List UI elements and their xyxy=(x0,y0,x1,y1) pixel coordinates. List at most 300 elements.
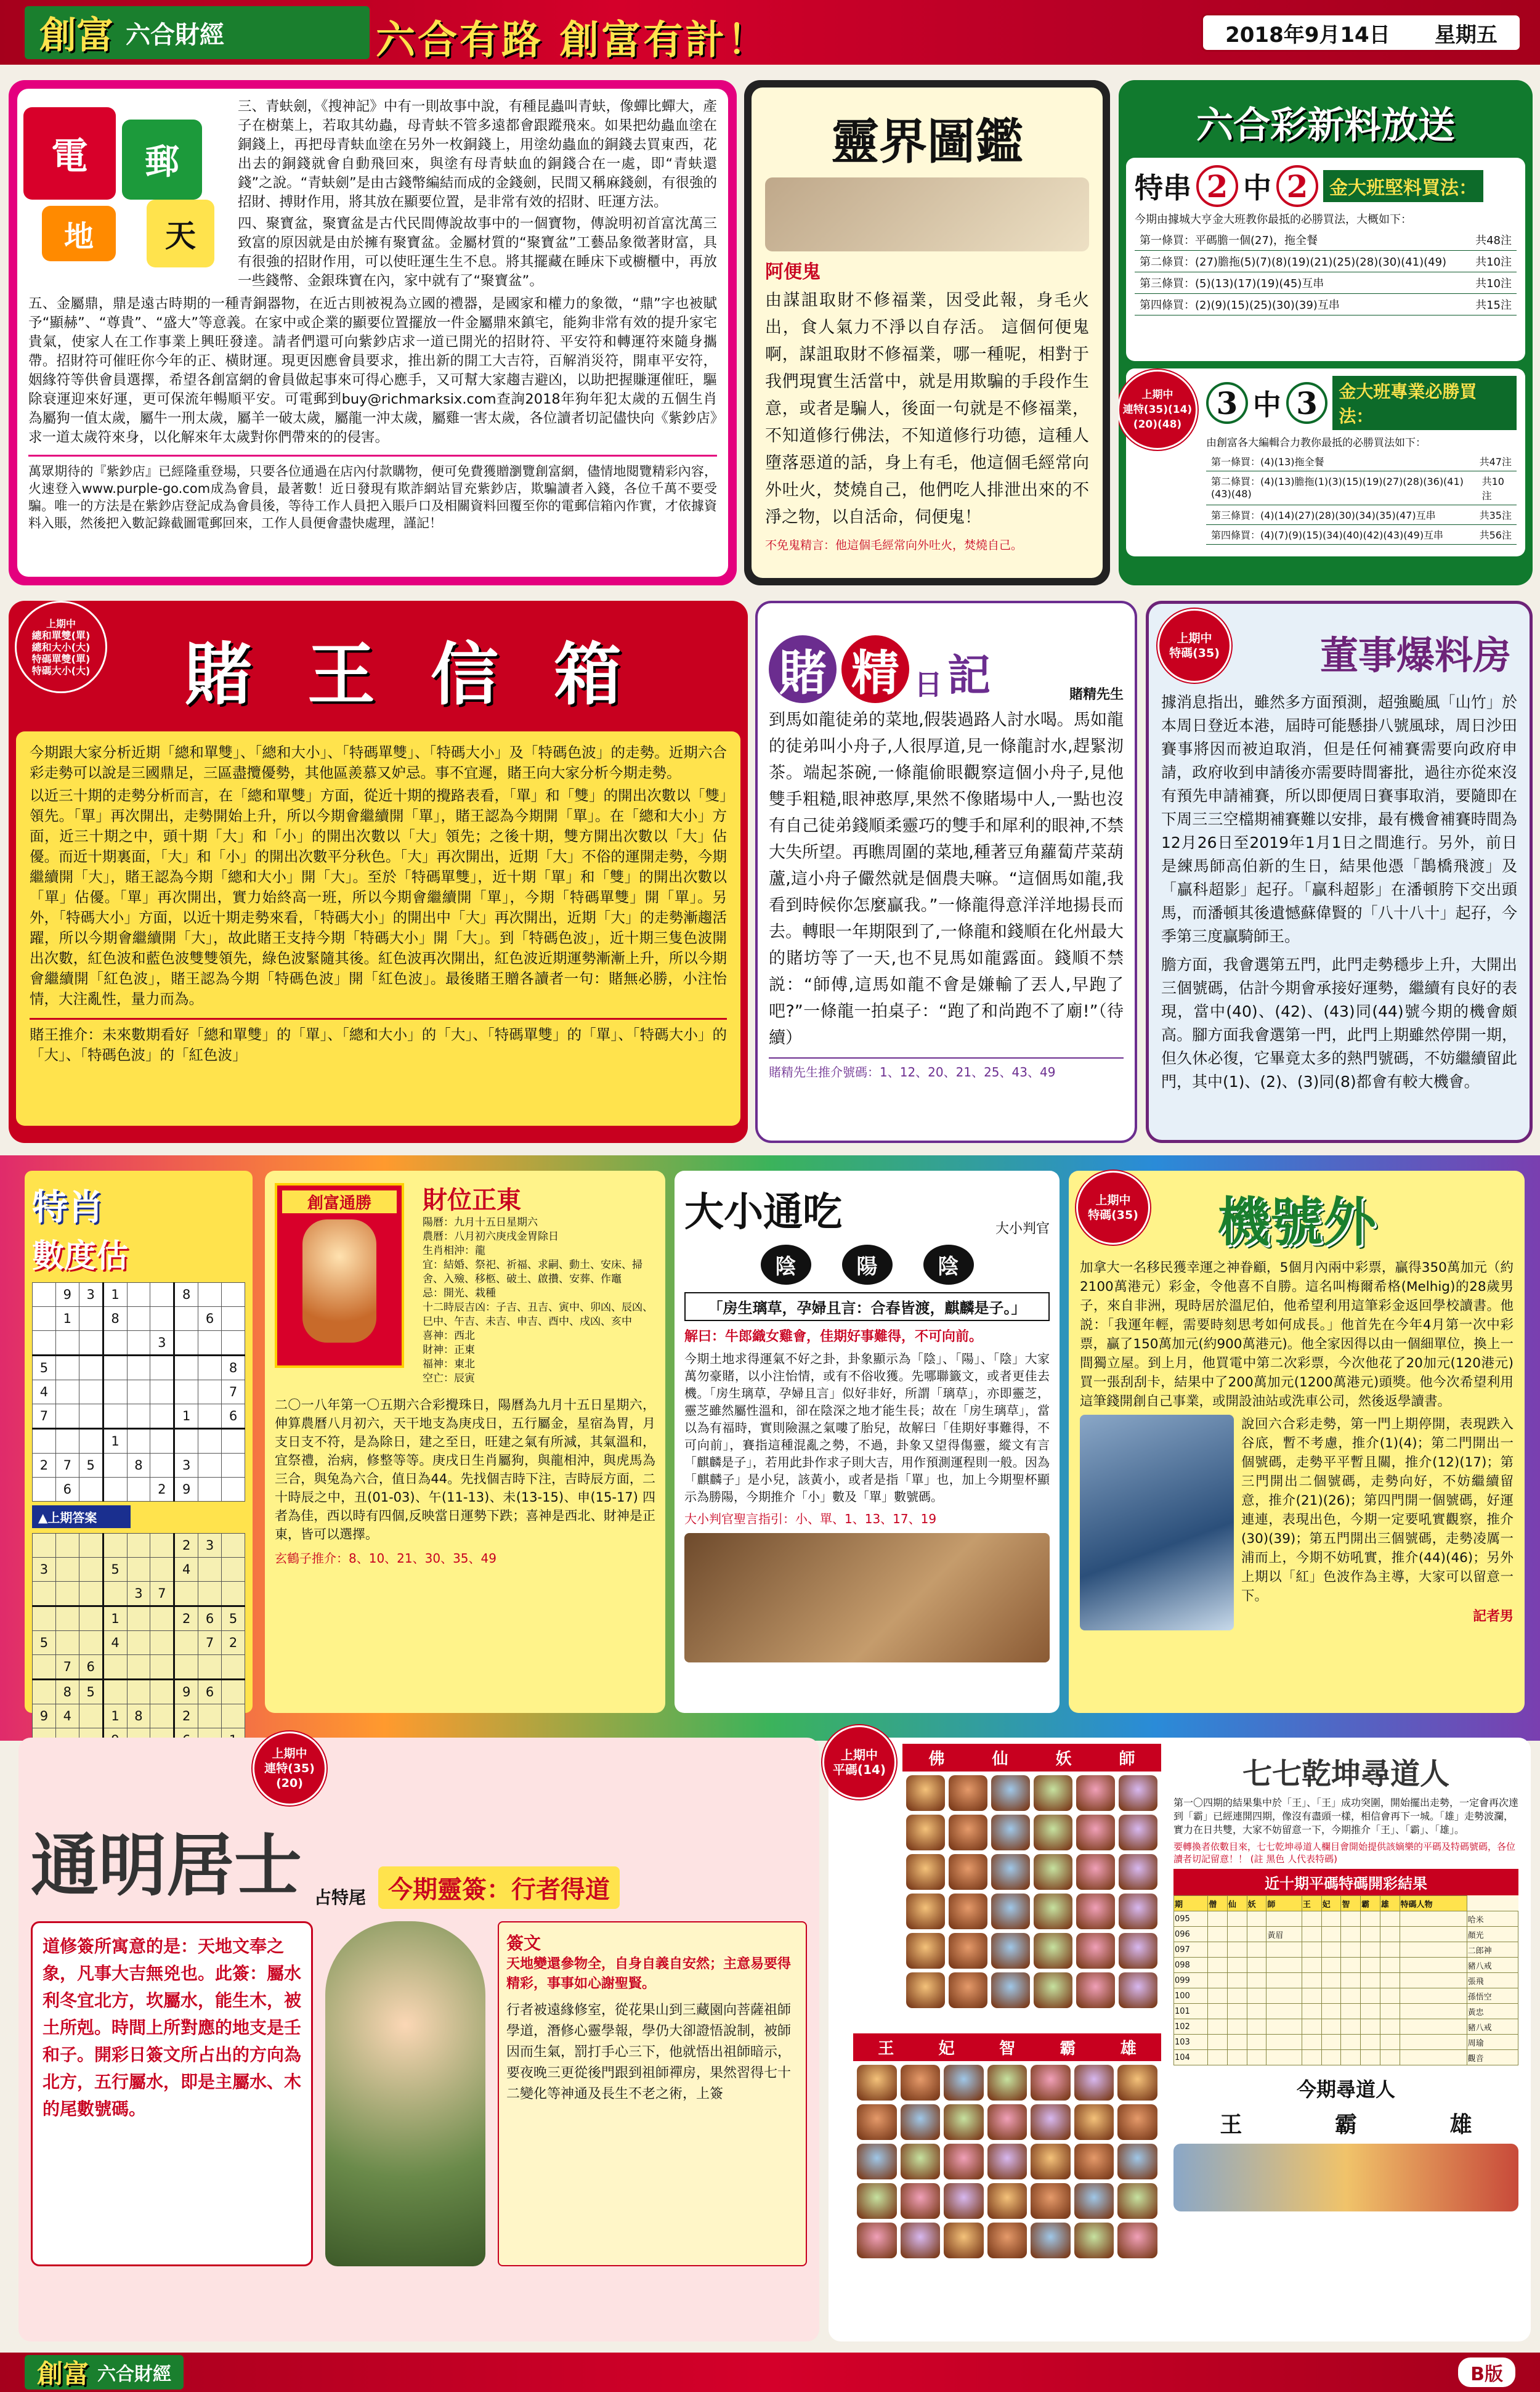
character-portrait xyxy=(991,1894,1030,1929)
seek-issue: 102 xyxy=(1174,2019,1208,2035)
sudoku-cell xyxy=(127,1680,150,1704)
char-tile-4: 地 xyxy=(42,206,116,261)
character-portrait xyxy=(1119,1775,1157,1811)
seek-table xyxy=(1173,1895,1518,2065)
seek-cell xyxy=(1227,2035,1247,2050)
seek-cell: 孫悟空 xyxy=(1467,1988,1518,2004)
seek-cell xyxy=(1361,1958,1380,1973)
machine-title: 機號外 xyxy=(1217,1191,1376,1253)
sudoku-cell xyxy=(174,1380,198,1404)
diary-body: 到馬如龍徒弟的菜地,假裝過路人討水喝。馬如龍的徒弟叫小舟子,人很厚道,見一條龍討水,趕緊沏茶。端起茶碗,一條龍偷眼觀察這個小舟子,見他雙手粗糙,眼神憨厚,果然不像賭場中人,一點也沒有自己徒弟錢順柔靈巧的雙手和犀利的眼神,不禁大失所望。再瞧周圍的菜地,種著豆角蘿蔔芹菜葫蘆,這小舟子儼然就是個農夫嘛。“這個馬如龍,我看到時候你怎麼贏我。”一條龍得意洋洋地揚長而去。轉眼一年期限到了,一條龍和錢順在化州最大的賭坊等了一天,也不見馬如龍露面。錢順不禁説：“師傅,這馬如龍不會是嫌輸了丟人,早跑了吧?”一條龍一拍桌子：“跑了和尚跑不了廟!”（待續） xyxy=(769,710,1124,1048)
sudoku-cell xyxy=(198,1283,222,1307)
character-portrait xyxy=(987,2183,1027,2219)
sudoku-cell xyxy=(198,1558,222,1582)
tongming-panel xyxy=(18,1738,819,2341)
character-portrait xyxy=(949,1972,987,2008)
seek-cell xyxy=(1321,2050,1341,2065)
seek-cell xyxy=(1400,2004,1467,2019)
seek-cell xyxy=(1247,1942,1266,1958)
tongming-figure xyxy=(325,1921,485,2266)
gods-faces-top xyxy=(902,1772,1161,2012)
seek-cell xyxy=(1208,1927,1228,1942)
seek-row xyxy=(1174,1942,1518,1958)
block2-row: 第二條買：(4)(13)膽拖(1)(3)(15)(19)(27)(28)(36)(41)(43)(48) 共10注 xyxy=(1206,471,1517,505)
sudoku-cell xyxy=(222,1704,245,1728)
sudoku-cell xyxy=(127,1283,150,1307)
seek-cell xyxy=(1321,2004,1341,2019)
sudoku-cell xyxy=(103,1534,127,1558)
sudoku-cell: 9 xyxy=(174,1680,198,1704)
character-portrait xyxy=(857,2065,897,2101)
director-para-1: 據消息指出，雖然多方面預測，超強颱風「山竹」於本周日登近本港，屆時可能懸掛八號風球，周日沙田賽事將因而被迫取消，但是任何補賽需要向政府申請，政府收到申請後亦需要時間審批，過往亦從來沒有預先申請補賽，所以即便周日賽事取消，要隨即在下周三三空檔期補賽難以安排，最有機會補賽時間為12月26日至2019年1月1日之間進行。另外，前日是練馬師高伯新的生日，結果他憑「鵲橋飛渡」及「贏科超影」起孖。「贏科超影」在潘頓胯下交出頭馬，而潘頓其後遺憾蘇偉賢的「八十八十」起孖，今季第三度贏騎師王。 xyxy=(1161,693,1517,945)
seek-cell xyxy=(1208,2050,1228,2065)
sudoku-cell xyxy=(55,1534,79,1558)
seek-cell xyxy=(1302,2035,1321,2050)
seek-cell: 黃忠 xyxy=(1467,2004,1518,2019)
character-portrait xyxy=(991,1775,1030,1811)
sudoku-cell: 4 xyxy=(33,1380,56,1404)
seek-cell xyxy=(1208,1958,1228,1973)
email-notice: 萬眾期待的『紫鈔店』已經隆重登場，只要各位通過在店內付款購物，便可免費獲贈瀏覽創富網，儘情地閱覽精彩內容，火速登入www.purple-go.com成為會員，最著數！近日發現有欺詐網站冒充紫鈔店，欺騙讀者入錢，各位千萬不要受騙。唯一的方法是在紫鈔店登記成為會員後，等待工作人員把入賬戶口及相關資料回覆至你的電郵信箱內作實，才依據資料入賬，然後把入數記錄截圖電郵回來，工作人員便會盡快處理，謹記！ xyxy=(28,455,717,532)
sudoku-cell xyxy=(198,1429,222,1454)
sudoku-cell xyxy=(55,1331,79,1356)
tongming-card-body: 行者被遠緣修室，從花果山到三藏園向菩薩祖師學道，潛修心靈學報，學仍大卻證悟說制，被師因而生氣，罰打手心三下，他就悟出祖師暗示，要夜晚三更從後門跟到祖師禪房，果然習得七十二變化等神通及長生不老之術，上簽 xyxy=(506,2003,792,2102)
sudoku-cell xyxy=(127,1429,150,1454)
sudoku-cell: 1 xyxy=(55,1307,79,1331)
tongming-card-line: 天地變還參物全，自身自義自安然；主意易要得精彩，事事如心謝聖賢。 xyxy=(506,1956,792,1991)
almanac-line: 農曆：八月初六庚戌金胃除日 xyxy=(423,1231,559,1243)
seek-cell xyxy=(1227,1988,1247,2004)
sudoku-cell: 2 xyxy=(174,1606,198,1631)
block1-tag: 金大班堅料買法： xyxy=(1323,170,1483,202)
character-portrait xyxy=(901,2183,941,2219)
seek-cell xyxy=(1302,2004,1321,2019)
tongming-card xyxy=(498,1921,807,2266)
letterbox-title-char: 箱 xyxy=(554,635,622,714)
character-portrait xyxy=(949,1894,987,1929)
seek-cell xyxy=(1361,2035,1380,2050)
sudoku-cell: 3 xyxy=(33,1558,56,1582)
seek-panel xyxy=(1173,1750,1518,2211)
seek-cell xyxy=(1208,1911,1228,1927)
sudoku-cell xyxy=(198,1331,222,1356)
sudoku-cell: 1 xyxy=(103,1704,127,1728)
masthead-logo xyxy=(25,6,370,59)
character-portrait xyxy=(1034,1815,1072,1850)
sudoku-cell xyxy=(198,1380,222,1404)
diary-author: 賭精先生 xyxy=(1069,687,1124,702)
seek-cell: 張飛 xyxy=(1467,1973,1518,1988)
seek-col-header: 霸 xyxy=(1361,1896,1380,1911)
character-portrait xyxy=(944,2183,984,2219)
machine-panel xyxy=(1069,1171,1525,1713)
sudoku-grid-current xyxy=(32,1282,245,1502)
bigsmall-chip: 陽 xyxy=(842,1245,893,1285)
seek-cell xyxy=(1247,2050,1266,2065)
sudoku-cell xyxy=(103,1680,127,1704)
sudoku-cell xyxy=(127,1380,150,1404)
sudoku-cell xyxy=(79,1429,103,1454)
sudoku-cell xyxy=(79,1631,103,1655)
sudoku-cell xyxy=(79,1404,103,1429)
director-para-2: 膽方面，我會選第五門，此門走勢穩步上升，大開出三個號碼，估計今期會承接好運勢，繼續有良好的表現，當中(40)、(42)、(43)同(44)號今期的機會頗高。腳方面我會選第一門，此門上期雖然停開一期，但久休必復，它畢竟太多的熱門號碼，不妨繼續留此門，其中(1)、(2)、(3)同(8)都會有較大機會。 xyxy=(1161,956,1517,1091)
lottery-block-1 xyxy=(1126,158,1525,361)
email-panel xyxy=(9,80,737,585)
character-portrait xyxy=(1031,2065,1071,2101)
sudoku-cell: 6 xyxy=(198,1307,222,1331)
sudoku-cell: 2 xyxy=(174,1704,198,1728)
seek-col-header: 王 xyxy=(1302,1896,1321,1911)
sudoku-cell xyxy=(174,1631,198,1655)
almanac-line: 財神：正東 xyxy=(423,1344,475,1356)
ghost-illustration xyxy=(765,177,1089,251)
sudoku-cell: 7 xyxy=(55,1655,79,1680)
almanac-line: 陽曆：九月十五日星期六 xyxy=(423,1216,538,1229)
seek-cell xyxy=(1266,2004,1302,2019)
sudoku-cell: 1 xyxy=(174,1404,198,1429)
seek-col-header: 仙 xyxy=(1227,1896,1247,1911)
seek-row xyxy=(1174,1927,1518,1942)
sudoku-cell xyxy=(150,1404,174,1429)
seek-cell xyxy=(1321,1958,1341,1973)
character-portrait xyxy=(1031,2183,1071,2219)
character-portrait xyxy=(901,2223,941,2258)
sudoku-cell xyxy=(55,1356,79,1380)
seek-row xyxy=(1174,2004,1518,2019)
character-portrait xyxy=(1031,2144,1071,2179)
diary-title-char: 賭 xyxy=(769,635,837,703)
seek-note: 要轉換者依數目來，七七乾坤尋道人欄目會開始提供該嫡樂的平碼及特碼號碼，各位讀者切記留意！！ (註 黑色 人代表特碼) xyxy=(1173,1841,1516,1865)
character-portrait xyxy=(1117,2144,1157,2179)
seek-cell xyxy=(1380,1988,1400,2004)
almanac-book xyxy=(275,1183,404,1368)
seek-cell xyxy=(1266,1973,1302,1988)
sudoku-cell xyxy=(127,1307,150,1331)
sudoku-title-1: 特肖 xyxy=(32,1186,104,1228)
sudoku-cell: 3 xyxy=(150,1331,174,1356)
letterbox-title-char: 信 xyxy=(431,635,498,714)
seek-cell xyxy=(1380,2035,1400,2050)
seek-cell xyxy=(1247,1911,1266,1927)
sudoku-cell xyxy=(33,1478,56,1502)
sudoku-cell xyxy=(55,1631,79,1655)
bigsmall-body: 今期土地求得運氣不好之卦，卦象顯示為「陰」、「陽」、「陰」大家萬勿豪賭，以小注怡情，或有不俗收獲。先哪聯籤文，或者更佳去機。「房生璃草，孕婦且言」似好非好，所謂「璃草」，亦即靈芝，靈芝雖然屬性溫和，卻在陰深之地才能生長；故在「房生璃草」，當以為有福時，實則險濕之氣嘍了胎兒，故解曰「佳期好事難得，不可向前」，賽指這種混亂之勢，不過，卦象又望得傷靈，縱文有言「麒麟是子」，若用此卦作求子則大吉，用作預測運程則一般。因為「麒麟子」是小兒，該黃小，或者是指「單」也，加上今期聖杯顯示為勝陽，今期推介「小」數及「單」數號碼。 xyxy=(684,1351,1050,1504)
seek-row xyxy=(1174,1973,1518,1988)
machine-badge: 上期中 特碼(35) xyxy=(1076,1171,1150,1245)
block1-row: 第四條買：(2)(9)(15)(25)(30)(39)互串 共15注 xyxy=(1135,294,1517,315)
block1-n1: 2 xyxy=(1196,165,1238,207)
director-panel xyxy=(1146,601,1533,1143)
character-portrait xyxy=(1074,2223,1114,2258)
seek-cell xyxy=(1400,1973,1467,1988)
lottery-win-badge: 上期中 連特(35)(14) (20)(48) xyxy=(1119,370,1198,450)
seek-cell xyxy=(1400,1942,1467,1958)
sudoku-cell xyxy=(222,1558,245,1582)
sudoku-cell xyxy=(79,1356,103,1380)
block1-row: 第一條買：平碼膽一個(27)，拖全餐 共48注 xyxy=(1135,229,1517,251)
gods-panel xyxy=(829,1738,1531,2341)
character-portrait xyxy=(1119,1933,1157,1969)
sudoku-cell xyxy=(150,1283,174,1307)
seek-cell xyxy=(1361,1973,1380,1988)
seek-cell xyxy=(1341,2004,1361,2019)
seek-sub-title: 今期尋道人 xyxy=(1296,2078,1395,2101)
sudoku-cell: 1 xyxy=(103,1606,127,1631)
sudoku-cell xyxy=(55,1429,79,1454)
seek-cell xyxy=(1361,1927,1380,1942)
seek-cell: 豬八戒 xyxy=(1467,1958,1518,1973)
character-portrait xyxy=(1119,1815,1157,1850)
gods-faces-bottom xyxy=(853,2061,1161,2262)
character-portrait xyxy=(1074,2144,1114,2179)
sudoku-cell xyxy=(198,1404,222,1429)
block1-row: 第三條買：(5)(13)(17)(19)(45)互串 共10注 xyxy=(1135,272,1517,294)
character-portrait xyxy=(944,2223,984,2258)
char-tile-2: 郵 xyxy=(122,120,202,200)
sudoku-cell: 7 xyxy=(33,1404,56,1429)
machine-photo xyxy=(1080,1415,1234,1630)
seek-cell xyxy=(1341,1911,1361,1927)
seek-cell xyxy=(1208,1942,1228,1958)
character-portrait xyxy=(857,2144,897,2179)
seek-cell xyxy=(1247,2004,1266,2019)
sudoku-cell: 2 xyxy=(150,1478,174,1502)
sudoku-cell xyxy=(33,1307,56,1331)
seek-cell xyxy=(1380,1942,1400,1958)
seek-cell xyxy=(1341,1927,1361,1942)
seek-cell xyxy=(1208,1988,1228,2004)
seek-cell xyxy=(1247,2035,1266,2050)
sudoku-cell xyxy=(127,1356,150,1380)
bigsmall-photo xyxy=(684,1533,1050,1662)
character-portrait xyxy=(1074,2065,1114,2101)
seek-title: 七七乾坤尋道人 xyxy=(1242,1757,1449,1791)
sudoku-cell xyxy=(174,1429,198,1454)
sudoku-cell: 8 xyxy=(127,1454,150,1478)
diary-recommend: 賭精先生推介號碼：1、12、20、21、25、43、49 xyxy=(769,1057,1124,1080)
sudoku-cell xyxy=(33,1582,56,1606)
tongming-oracle: 今期靈簽：行者得道 xyxy=(378,1866,620,1909)
sudoku-cell xyxy=(198,1454,222,1478)
sudoku-cell: 3 xyxy=(198,1534,222,1558)
seek-cell xyxy=(1227,2050,1247,2065)
block1-mid: 中 xyxy=(1243,171,1271,205)
sudoku-cell xyxy=(127,1478,150,1502)
sudoku-cell xyxy=(33,1680,56,1704)
character-portrait xyxy=(857,2183,897,2219)
director-badge: 上期中 特碼(35) xyxy=(1157,609,1231,683)
sudoku-cell xyxy=(150,1704,174,1728)
sudoku-cell xyxy=(33,1283,56,1307)
seek-cell xyxy=(1227,1942,1247,1958)
sudoku-cell xyxy=(222,1680,245,1704)
lottery-panel xyxy=(1119,80,1533,585)
seek-row xyxy=(1174,1958,1518,1973)
seek-cell xyxy=(1302,2050,1321,2065)
gods-header-1: 佛 仙 妖 師 xyxy=(902,1744,1161,1772)
sudoku-grid-answer xyxy=(32,1533,245,1752)
character-portrait xyxy=(944,2065,984,2101)
logo-small: 六合財經 xyxy=(126,20,224,49)
seek-cell xyxy=(1400,1988,1467,2004)
sudoku-cell xyxy=(79,1558,103,1582)
gods-grid-top xyxy=(902,1744,1161,2012)
character-portrait xyxy=(991,1815,1030,1850)
character-portrait xyxy=(1034,1894,1072,1929)
sudoku-cell xyxy=(222,1331,245,1356)
character-portrait xyxy=(944,2104,984,2140)
character-portrait xyxy=(1076,1933,1115,1969)
seek-row xyxy=(1174,2019,1518,2035)
sudoku-title-2: 數度估 xyxy=(32,1237,129,1275)
sudoku-cell xyxy=(150,1429,174,1454)
seek-cell xyxy=(1266,2050,1302,2065)
sudoku-cell xyxy=(103,1655,127,1680)
email-para-3: 五、金屬鼎，鼎是遠古時期的一種青銅器物，在近古則被視為立國的禮器，是國家和權力的象徵，“鼎”字也被賦予“顯赫”、“尊貴”、“盛大”等意義。在家中或企業的顯要位置擺放一件金屬鼎來鎮宅，能夠非常有效的提升家宅貴氣，使家人在工作事業上興旺發達。請者們還可向紫鈔店求一道已開光的招財符、平安符和轉運符來隨身攜帶。招財符可催旺你今年的正、橫財運。現更因應會員要求，推出新的開工大吉符，百解消災符，開車平安符，姻緣符等供會員選擇，希望各創富網的會員做起事來可得心應手，又可幫大家趨吉避凶，以助把握賺運催旺，驅除衰運迎來好運，更可保流年暢順平安。可電郵到buy@richmarksix.com查詢2018年狗年犯太歲的五個生肖為屬狗一值太歲，屬牛一刑太歲，屬羊一破太歲，屬龍一沖太歲，屬雞一害太歲，各位讀者切記儘快向《紫鈔店》求一道太歲符來身，以化解來年太歲對你們帶來的的侵害。 xyxy=(28,296,717,445)
seek-cell xyxy=(1361,2004,1380,2019)
sudoku-cell xyxy=(79,1704,103,1728)
letterbox-recommend: 賭王推介：未來數期看好「總和單雙」的「單」、「總和大小」的「大」、「特碼單雙」的「單」、「特碼大小」的「大」、「特碼色波」的「紅色波」 xyxy=(30,1018,727,1065)
seek-cell xyxy=(1400,2050,1467,2065)
seek-cell xyxy=(1266,1942,1302,1958)
seek-cell: 觀音 xyxy=(1467,2050,1518,2065)
sudoku-cell: 9 xyxy=(55,1283,79,1307)
sudoku-cell: 6 xyxy=(55,1478,79,1502)
sudoku-cell xyxy=(103,1380,127,1404)
seek-cell xyxy=(1321,1927,1341,1942)
sudoku-cell xyxy=(79,1478,103,1502)
seek-cell xyxy=(1208,2019,1228,2035)
bigsmall-chip: 陰 xyxy=(761,1245,811,1285)
sudoku-cell: 8 xyxy=(174,1283,198,1307)
sudoku-cell xyxy=(55,1558,79,1582)
seek-cell xyxy=(1380,2004,1400,2019)
char-tile-1: 電 xyxy=(23,107,116,200)
almanac-title: 財位正東 xyxy=(423,1186,521,1214)
almanac-recommend: 玄鶴子推介：8、10、21、30、35、49 xyxy=(275,1551,496,1566)
sudoku-cell xyxy=(174,1655,198,1680)
sudoku-cell: 4 xyxy=(55,1704,79,1728)
seek-row xyxy=(1174,2050,1518,2065)
letterbox-badge: 上期中 總和單雙(單) 總和大小(大) 特碼單雙(單) 特碼大小(大) xyxy=(15,601,107,693)
tongming-title: 通明居士 xyxy=(31,1826,302,1905)
sudoku-cell xyxy=(33,1429,56,1454)
email-icon-block xyxy=(23,107,221,267)
character-portrait xyxy=(857,2104,897,2140)
seek-cell xyxy=(1302,1958,1321,1973)
sudoku-cell xyxy=(127,1404,150,1429)
sudoku-cell: 3 xyxy=(127,1582,150,1606)
ghost-title: 靈界圖鑑 xyxy=(830,114,1023,170)
diary-title-char: 記 xyxy=(947,649,991,701)
seek-cell xyxy=(1227,1958,1247,1973)
block2-n1: 3 xyxy=(1206,382,1248,424)
seek-cell xyxy=(1380,1958,1400,1973)
sudoku-cell xyxy=(103,1454,127,1478)
ghost-subtitle: 阿便鬼 xyxy=(765,261,821,283)
sudoku-cell xyxy=(103,1331,127,1356)
seek-cell xyxy=(1341,1988,1361,2004)
character-portrait xyxy=(1119,1854,1157,1890)
sudoku-panel xyxy=(25,1171,253,1723)
seek-cell: 黃眉 xyxy=(1266,1927,1302,1942)
sudoku-cell xyxy=(222,1307,245,1331)
letterbox-panel xyxy=(9,601,748,1143)
seek-issue: 097 xyxy=(1174,1942,1208,1958)
tongming-left-text: 道修簽所寓意的是：天地文奉之象，凡事大吉無兇也。此簽：屬水利冬宜北方，坎屬水，能生木，被土所剋。時間上所對應的地支是壬和子。開彩日簽文所占出的方向為北方，五行屬水，即是主屬水、木的尾數號碼。 xyxy=(31,1921,313,2266)
gods-header-2: 王 妃 智 霸 雄 xyxy=(853,2033,1161,2061)
block2-row: 第四條買：(4)(7)(9)(15)(34)(40)(42)(43)(49)互串 共56注 xyxy=(1206,525,1517,545)
almanac-body: 二〇一八年第一〇五期六合彩攪珠日，陽曆為九月十五日星期六，伸算農曆八月初六，天干地支為庚戌日，五行屬金，星宿為胃，月支日支不符，是為除日，建之至日，旺建之氣有所減，其氣溫和，宜祭禮，治病，修整等等。庚戌日生肖屬狗，與龍相沖，與虎馬為三合，與兔為六合，值日為44。先找個吉時下注，吉時辰方面，二十時辰之中，丑(01-03)、午(11-13)、未(13-15)、申(15-17) 四者為佳，西以時有四個,反映當日運勢下跌；喜神是西北、財神是正東，皆可以選擇。 xyxy=(275,1397,655,1542)
seek-names: 王 霸 雄 xyxy=(1220,2112,1472,2138)
almanac-line: 生肖相沖：龍 xyxy=(423,1245,485,1257)
seek-cell xyxy=(1341,2050,1361,2065)
machine-reporter: 記者男 xyxy=(1472,1609,1514,1624)
seek-cell xyxy=(1321,1911,1341,1927)
character-portrait xyxy=(949,1933,987,1969)
seek-cell xyxy=(1302,2019,1321,2035)
character-portrait xyxy=(987,2065,1027,2101)
seek-cell xyxy=(1266,1988,1302,2004)
seek-issue: 095 xyxy=(1174,1911,1208,1927)
sudoku-cell: 8 xyxy=(55,1680,79,1704)
seek-intro: 第一〇四期的結果集中於「王」、「王」成功突圍，開始擺出走勢，一定會再次達到「霸」已經連開四期，像沒有盡頭一樣，相信會再下一城。「雄」走勢波瀾，實力在日共雙，大家不妨留意一下，今期推介「王」、「霸」、「雄」。 xyxy=(1173,1797,1519,1836)
sudoku-cell xyxy=(222,1582,245,1606)
character-portrait xyxy=(1074,2183,1114,2219)
character-portrait xyxy=(1117,2065,1157,2101)
seek-cell xyxy=(1208,2035,1228,2050)
sudoku-cell xyxy=(150,1680,174,1704)
sudoku-cell xyxy=(174,1582,198,1606)
seek-cell xyxy=(1227,1973,1247,1988)
character-portrait xyxy=(1034,1933,1072,1969)
diary-title-char: 日 xyxy=(914,668,942,701)
character-portrait xyxy=(1034,1972,1072,2008)
ghost-panel xyxy=(744,80,1110,585)
sudoku-cell: 5 xyxy=(103,1558,127,1582)
footer-logo xyxy=(25,2355,184,2390)
sudoku-cell xyxy=(79,1534,103,1558)
seek-row xyxy=(1174,1988,1518,2004)
seek-cell: 哈米 xyxy=(1467,1911,1518,1927)
sudoku-cell xyxy=(150,1534,174,1558)
seek-cell xyxy=(1361,1988,1380,2004)
sudoku-cell: 7 xyxy=(222,1380,245,1404)
seek-cell xyxy=(1400,2019,1467,2035)
bigsmall-chip: 陰 xyxy=(923,1245,974,1285)
sudoku-cell xyxy=(79,1380,103,1404)
sudoku-cell: 1 xyxy=(103,1429,127,1454)
sudoku-cell xyxy=(55,1380,79,1404)
slogan: 六合有路 創富有計！ xyxy=(376,17,769,63)
almanac-panel xyxy=(265,1171,665,1713)
email-para-1: 三、青蚨劍，《搜神記》中有一則故事中說，有種昆蟲叫青蚨，像蟬比蟬大，產子在樹葉上，若取其幼蟲，母青蚨不管多遠都會跟蹤飛來。如果把幼蟲血塗在銅錢上，再把母青蚨血塗在另外一枚銅錢上，用塗幼蟲血的銅錢去買東西，花出去的銅錢就會自動飛回來，與塗有母青蚨血的銅錢合在一處，即“青蚨還錢”之說。“青蚨劍”是由古錢幣編結而成的金錢劍，民間又稱麻錢劍，有很強的招財、搏財作用，將其放在顯要位置，是非常有效的招財、旺運方法。 xyxy=(238,99,717,210)
seek-cell xyxy=(1341,1958,1361,1973)
seek-cell: 顏光 xyxy=(1467,1927,1518,1942)
sudoku-cell xyxy=(198,1478,222,1502)
seek-issue: 096 xyxy=(1174,1927,1208,1942)
sudoku-cell: 7 xyxy=(150,1582,174,1606)
seek-cell xyxy=(1380,1927,1400,1942)
character-portrait xyxy=(1117,2104,1157,2140)
character-portrait xyxy=(906,1894,945,1929)
seek-cell xyxy=(1380,1973,1400,1988)
character-portrait xyxy=(949,1854,987,1890)
seek-cell xyxy=(1400,2035,1467,2050)
footer-bar xyxy=(0,2353,1540,2392)
tongming-sub: 占特尾 xyxy=(314,1887,367,1908)
seek-figures xyxy=(1173,2144,1518,2211)
